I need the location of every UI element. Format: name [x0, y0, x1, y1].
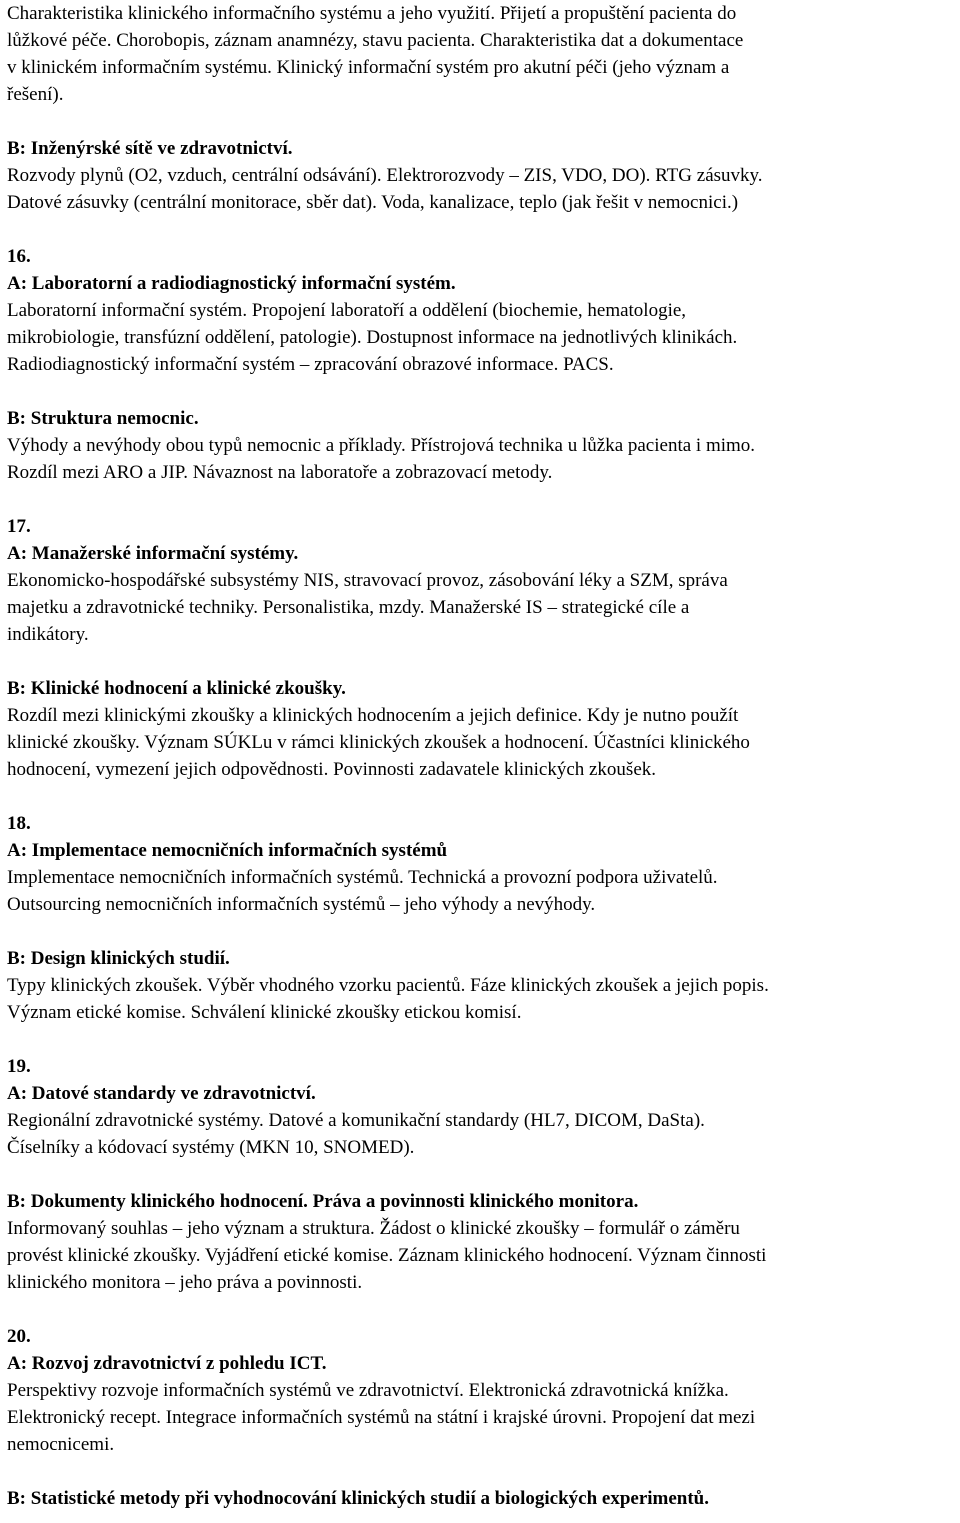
question-number: 18.	[7, 813, 31, 834]
spacer	[7, 216, 955, 243]
text-line: indikátory.	[7, 624, 89, 645]
text-line: Perspektivy rozvoje informačních systémů ve zdravotnictví. Elektronická zdravotnická knížka.	[7, 1380, 729, 1401]
text-line: lůžkové péče. Chorobopis, záznam anamnézy, stavu pacienta. Charakteristika dat a dokumentace	[7, 30, 744, 51]
question-number: 16.	[7, 246, 31, 267]
section-heading: B: Klinické hodnocení a klinické zkoušky.	[7, 678, 346, 699]
spacer	[7, 1026, 955, 1053]
section-heading: A: Implementace nemocničních informačních systémů	[7, 840, 448, 861]
spacer	[7, 486, 955, 513]
text-line: Informovaný souhlas – jeho význam a struktura. Žádost o klinické zkoušky – formulář o záměru	[7, 1218, 740, 1239]
spacer	[7, 378, 955, 405]
spacer	[7, 1296, 955, 1323]
text-line: v klinickém informačním systému. Klinický informační systém pro akutní péči (jeho význam a	[7, 57, 730, 78]
text-line: Radiodiagnostický informační systém – zpracování obrazové informace. PACS.	[7, 354, 614, 375]
text-line: Regionální zdravotnické systémy. Datové a komunikační standardy (HL7, DICOM, DaSta).	[7, 1110, 705, 1131]
text-line: Rozdíl mezi klinickými zkoušky a klinických hodnocením a jejich definice. Kdy je nutno použít	[7, 705, 739, 726]
document-page	[7, 0, 955, 1512]
question-number: 20.	[7, 1326, 31, 1347]
section-heading: A: Laboratorní a radiodiagnostický informační systém.	[7, 273, 456, 294]
spacer	[7, 783, 955, 810]
question-number: 19.	[7, 1056, 31, 1077]
section-heading: A: Manažerské informační systémy.	[7, 543, 299, 564]
text-line: Rozdíl mezi ARO a JIP. Návaznost na laboratoře a zobrazovací metody.	[7, 462, 553, 483]
text-line: klinické zkoušky. Význam SÚKLu v rámci klinických zkoušek a hodnocení. Účastníci klinického	[7, 732, 750, 753]
section-heading: B: Inženýrské sítě ve zdravotnictví.	[7, 138, 293, 159]
question-16	[7, 243, 955, 486]
text-line: Outsourcing nemocničních informačních systémů – jeho výhody a nevýhody.	[7, 894, 596, 915]
section-15-b	[7, 135, 955, 216]
text-line: řešení).	[7, 84, 64, 105]
section-heading: A: Datové standardy ve zdravotnictví.	[7, 1083, 316, 1104]
text-line: majetku a zdravotnické techniky. Personalistika, mzdy. Manažerské IS – strategické cíle a	[7, 597, 690, 618]
question-number: 17.	[7, 516, 31, 537]
text-line: Číselníky a kódovací systémy (MKN 10, SNOMED).	[7, 1137, 415, 1158]
text-line: nemocnicemi.	[7, 1434, 115, 1455]
spacer	[7, 1458, 955, 1485]
text-line: Laboratorní informační systém. Propojení laboratoří a oddělení (biochemie, hematologie,	[7, 300, 687, 321]
spacer	[7, 1161, 955, 1188]
text-line: klinického monitora – jeho práva a povinnosti.	[7, 1272, 363, 1293]
question-17	[7, 513, 955, 783]
spacer	[7, 648, 955, 675]
text-line: Ekonomicko-hospodářské subsystémy NIS, stravovací provoz, zásobování léky a SZM, správa	[7, 570, 728, 591]
text-line: Implementace nemocničních informačních systémů. Technická a provozní podpora uživatelů.	[7, 867, 718, 888]
text-line: Význam etické komise. Schválení klinické zkoušky etickou komisí.	[7, 1002, 522, 1023]
text-line: Rozvody plynů (O2, vzduch, centrální odsávání). Elektrorozvody – ZIS, VDO, DO). RTG zásuvky.	[7, 165, 763, 186]
text-line: Datové zásuvky (centrální monitorace, sběr dat). Voda, kanalizace, teplo (jak řešit v nemocnici.)	[7, 192, 739, 213]
section-heading: B: Design klinických studií.	[7, 948, 230, 969]
section-heading: B: Dokumenty klinického hodnocení. Práva a povinnosti klinického monitora.	[7, 1191, 639, 1212]
text-line: Typy klinických zkoušek. Výběr vhodného vzorku pacientů. Fáze klinických zkoušek a jejich popis.	[7, 975, 769, 996]
section-heading: B: Statistické metody při vyhodnocování klinických studií a biologických experimentů.	[7, 1488, 709, 1509]
text-line: Elektronický recept. Integrace informačních systémů na státní i krajské úrovni. Propojení dat mezi	[7, 1407, 756, 1428]
text-line: provést klinické zkoušky. Vyjádření etické komise. Záznam klinického hodnocení. Význam činnosti	[7, 1245, 767, 1266]
intro-paragraph	[7, 0, 955, 108]
section-heading: B: Struktura nemocnic.	[7, 408, 199, 429]
spacer	[7, 918, 955, 945]
spacer	[7, 108, 955, 135]
question-19	[7, 1053, 955, 1296]
text-line: hodnocení, vymezení jejich odpovědnosti. Povinnosti zadavatele klinických zkoušek.	[7, 759, 657, 780]
text-line: mikrobiologie, transfúzní oddělení, patologie). Dostupnost informace na jednotlivých klinikách.	[7, 327, 738, 348]
text-line: Výhody a nevýhody obou typů nemocnic a příklady. Přístrojová technika u lůžka pacienta i mimo.	[7, 435, 756, 456]
text-line: Charakteristika klinického informačního systému a jeho využití. Přijetí a propuštění pacienta do	[7, 3, 737, 24]
section-heading: A: Rozvoj zdravotnictví z pohledu ICT.	[7, 1353, 327, 1374]
question-20	[7, 1323, 955, 1512]
question-18	[7, 810, 955, 1026]
